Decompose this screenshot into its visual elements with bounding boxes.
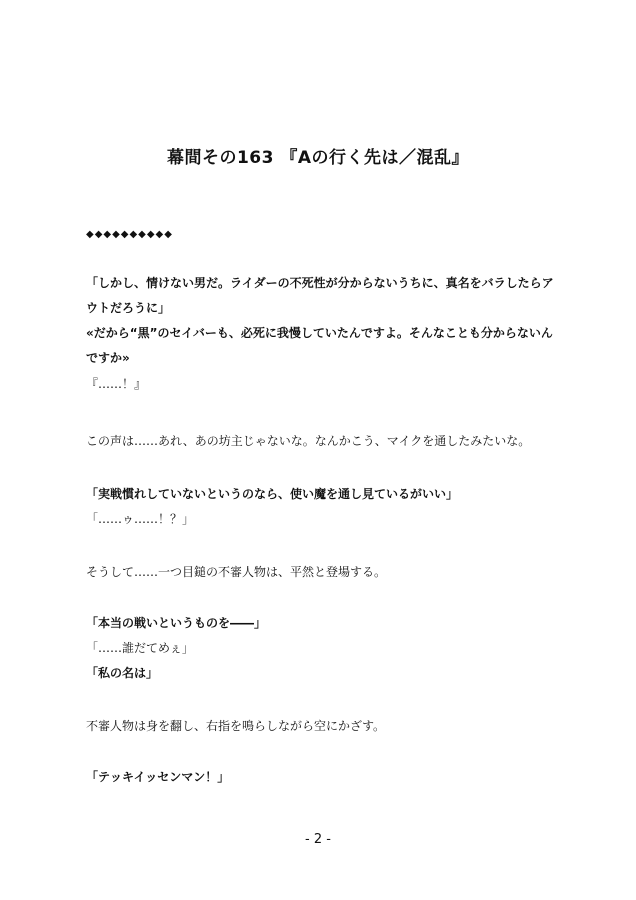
text-line: 「しかし、情けない男だ。ライダーの不死性が分からないうちに、真名をバラしたらア xyxy=(86,276,554,290)
text-line: 「私の名は」 xyxy=(86,666,159,680)
text-line: そうして……一つ目鎚の不審人物は、平然と登場する。 xyxy=(86,565,387,579)
text-line: 『……！』 xyxy=(86,377,147,391)
text-line: この声は……あれ、あの坊主じゃないな。なんかこう、マイクを通したみたいな。 xyxy=(86,434,531,448)
text-line: ウトだろうに」 xyxy=(86,301,171,315)
text-line: 「実戦慣れしていないというのなら、使い魔を通し見ているがいい」 xyxy=(86,487,459,501)
section-separator: ◆◆◆◆◆◆◆◆◆◆ xyxy=(86,229,173,240)
text-line: 「本当の戦いというものを――」 xyxy=(86,616,267,630)
page-number: - 2 - xyxy=(305,832,331,847)
text-line: ですか» xyxy=(86,351,130,365)
text-line: 不審人物は身を翻し、右指を鳴らしながら空にかざす。 xyxy=(86,719,386,733)
chapter-title: 幕間その163 『Aの行く先は／混乱』 xyxy=(166,148,470,168)
text-line: 「テッキイッセンマン！」 xyxy=(86,770,230,784)
text-line: 「……ゥ……！？」 xyxy=(86,512,195,526)
text-line: 「……誰だてめぇ」 xyxy=(86,641,194,655)
text-line: «だから“黒”のセイバーも、必死に我慢していたんですよ。そんなことも分からないん xyxy=(86,326,553,340)
